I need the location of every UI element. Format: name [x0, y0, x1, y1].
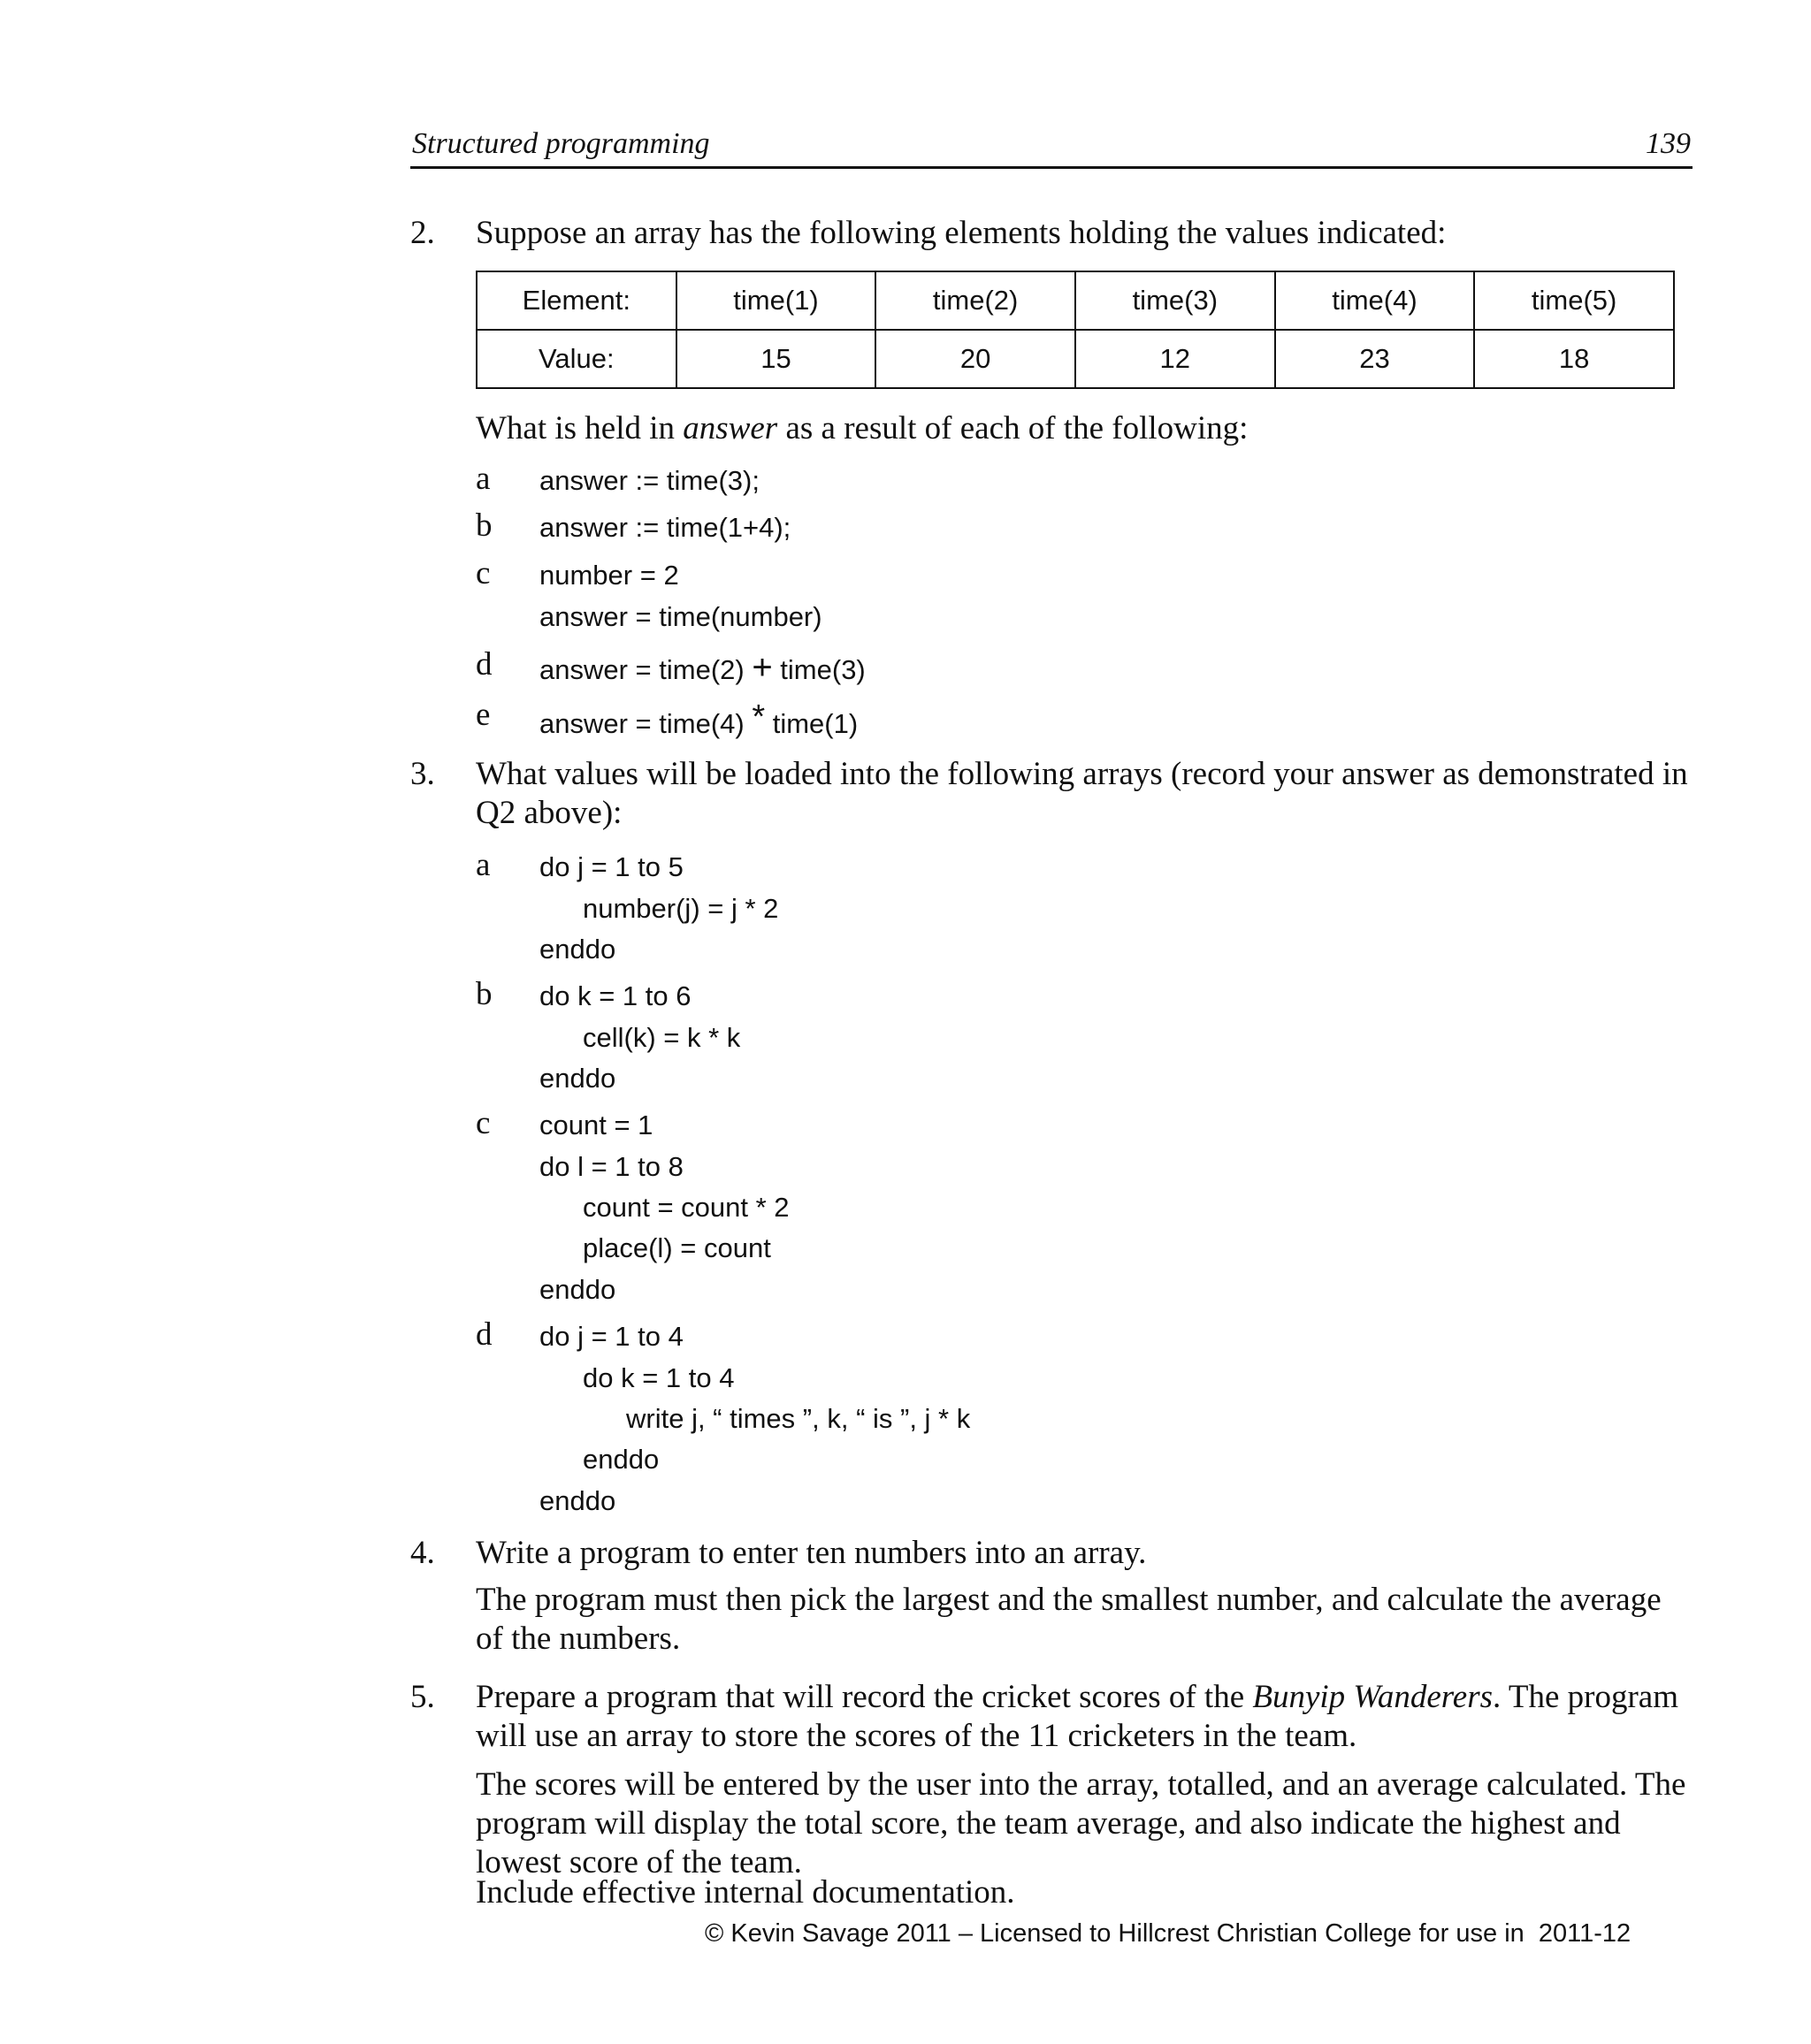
q2-number: 2. — [410, 215, 435, 251]
copyright-footer: © Kevin Savage 2011 – Licensed to Hillcrest Christian College for use in 2011-12 — [705, 1919, 1631, 1948]
q4-number: 4. — [410, 1535, 435, 1571]
q2-question-post: as a result of each of the following: — [777, 410, 1249, 446]
q3-item-letter: a — [476, 847, 491, 883]
code-fragment: time(1) — [765, 708, 859, 739]
table-cell: 12 — [1075, 330, 1275, 388]
code-line: enddo — [539, 1274, 616, 1305]
code-line: number(j) = j * 2 — [583, 893, 779, 924]
q2-item-letter: b — [476, 507, 493, 544]
q3-item-letter: d — [476, 1316, 493, 1353]
q2-question — [476, 409, 1696, 448]
code-line: enddo — [539, 1063, 616, 1094]
q5-paragraph — [476, 1678, 1696, 1756]
code-fragment: time(3) — [772, 654, 866, 685]
table-cell: Value: — [477, 330, 676, 388]
q2-item-letter: c — [476, 555, 491, 591]
code-line: count = 1 — [539, 1110, 653, 1140]
code-line: do k = 1 to 6 — [539, 980, 692, 1011]
code-fragment: answer = time(4) — [539, 708, 753, 739]
code-line — [539, 698, 858, 740]
code-line: cell(k) = k * k — [583, 1022, 741, 1053]
code-line: enddo — [583, 1444, 660, 1475]
table-cell: 15 — [676, 330, 876, 388]
code-line: write j, “ times ”, k, “ is ”, j * k — [626, 1403, 971, 1434]
q2-item-letter: e — [476, 697, 491, 733]
table-cell: time(2) — [875, 271, 1075, 330]
q4-paragraph: Write a program to enter ten numbers into an array. — [476, 1535, 1147, 1571]
code-line: do l = 1 to 8 — [539, 1151, 684, 1182]
code-line: enddo — [539, 1485, 616, 1516]
plus-operator: + — [752, 648, 773, 687]
code-line: do k = 1 to 4 — [583, 1362, 735, 1393]
code-fragment: answer = time(2) — [539, 654, 753, 685]
q5-paragraph: Include effective internal documentation. — [476, 1874, 1015, 1911]
table-cell: 20 — [875, 330, 1075, 388]
table-cell: time(5) — [1474, 271, 1674, 330]
q3-item-letter: b — [476, 976, 493, 1012]
q2-item-letter: d — [476, 646, 493, 683]
code-line: do j = 1 to 5 — [539, 851, 684, 882]
header-title: Structured programming — [412, 127, 710, 160]
code-line — [539, 648, 866, 688]
table-cell: 18 — [1474, 330, 1674, 388]
code-line: answer := time(1+4); — [539, 512, 791, 543]
q4-paragraph: The program must then pick the largest and the smallest number, and calculate the average of the numbers. — [476, 1582, 1662, 1657]
q2-intro: Suppose an array has the following elements holding the values indicated: — [476, 215, 1447, 251]
page-number: 139 — [1646, 127, 1691, 160]
q2-question-pre: What is held in — [476, 410, 684, 446]
code-line: place(l) = count — [583, 1232, 771, 1263]
code-line: answer = time(number) — [539, 601, 822, 632]
multiply-operator: * — [752, 698, 766, 736]
q2-question-emphasis: answer — [683, 410, 778, 446]
text-fragment: Prepare a program that will record the cricket scores of the — [476, 1679, 1253, 1715]
table-cell: time(1) — [676, 271, 876, 330]
q2-item-letter: a — [476, 461, 491, 497]
table-row — [477, 330, 1674, 388]
q3-number: 3. — [410, 756, 435, 792]
q5-number: 5. — [410, 1679, 435, 1715]
code-line: answer := time(3); — [539, 465, 760, 496]
q3-item-letter: c — [476, 1105, 491, 1141]
q5-paragraph: The scores will be entered by the user into the array, totalled, and an average calculated. The program will display the total score, the team average, and also indicate the highest and lowest score of the team. — [476, 1766, 1686, 1880]
team-name: Bunyip Wanderers — [1252, 1679, 1494, 1715]
table-cell: time(3) — [1075, 271, 1275, 330]
table-cell: Element: — [477, 271, 676, 330]
table-cell: time(4) — [1275, 271, 1475, 330]
text-fragment: . The program will use an array to store the scores of the 11 cricketers in the team. — [476, 1679, 1678, 1754]
code-line: count = count * 2 — [583, 1192, 790, 1223]
array-values-table — [476, 271, 1675, 389]
table-cell: 23 — [1275, 330, 1475, 388]
q3-text: What values will be loaded into the following arrays (record your answer as demonstrated in Q2 above): — [476, 756, 1688, 831]
code-line: number = 2 — [539, 560, 679, 591]
code-line: do j = 1 to 4 — [539, 1321, 684, 1352]
table-row — [477, 271, 1674, 330]
code-line: enddo — [539, 934, 616, 965]
running-header — [410, 124, 1693, 169]
